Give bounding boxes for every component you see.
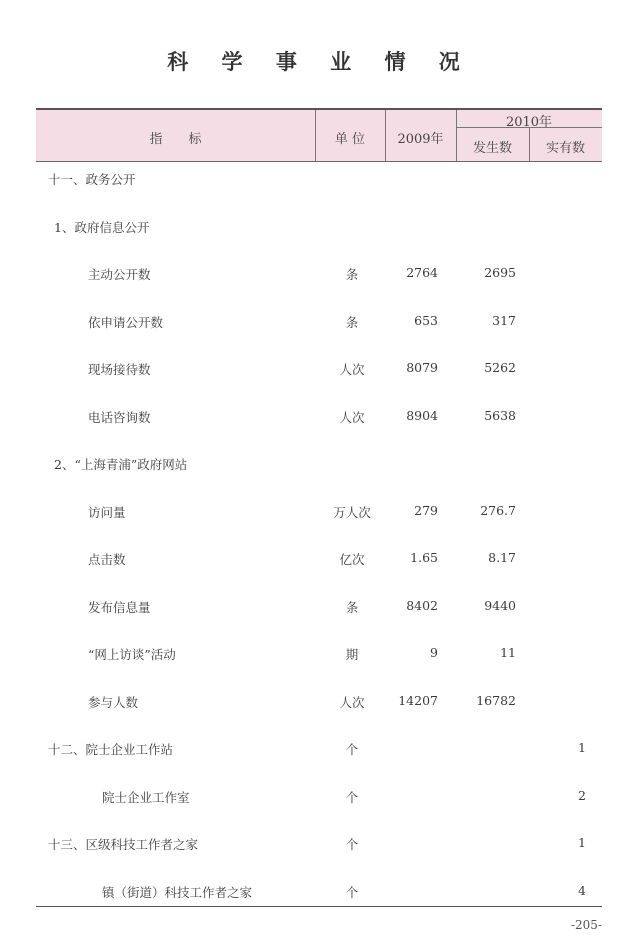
table-row: [36, 400, 602, 448]
header-unit: 单 位: [334, 132, 366, 147]
row-label: 院士企业工作室: [102, 789, 190, 805]
row-2010-actual: 4: [578, 882, 586, 898]
table-row: [36, 732, 602, 780]
row-2009-value: 9: [430, 645, 438, 660]
header-indicator: 指 标: [149, 132, 202, 147]
row-2009-value: 2764: [406, 265, 438, 280]
row-label: 发布信息量: [88, 599, 151, 615]
row-unit: 期: [345, 647, 359, 662]
row-label: 镇（街道）科技工作者之家: [102, 884, 253, 900]
row-label: 十一、政务公开: [48, 172, 136, 187]
row-2009-value: 8904: [406, 407, 438, 423]
row-unit: 人次: [339, 362, 365, 377]
row-unit: 人次: [339, 409, 365, 425]
row-2010-actual: 2: [578, 787, 586, 803]
row-label: 电话咨询数: [88, 409, 151, 425]
page-title: 科 学 事 业 情 况: [167, 49, 473, 74]
row-2010-occurred: 5638: [484, 407, 516, 423]
row-2010-occurred: 16782: [476, 692, 516, 708]
table-row: [36, 210, 602, 258]
header-2009: 2009年: [397, 132, 444, 147]
row-label: 点击数: [88, 552, 126, 567]
table-row: [36, 542, 602, 590]
row-label: 十二、院士企业工作站: [48, 742, 174, 757]
table-body: [36, 162, 602, 922]
row-unit: 条: [345, 267, 359, 282]
row-2010-occurred: 5262: [484, 360, 516, 375]
row-2009-value: 279: [414, 502, 438, 518]
row-unit: 个: [345, 837, 359, 852]
table-header: [36, 110, 602, 162]
row-label: 主动公开数: [88, 267, 151, 282]
row-label: “网上访谈”活动: [88, 647, 176, 662]
row-2009-value: 1.65: [410, 550, 438, 565]
table-row: [36, 447, 602, 495]
row-label: 1、政府信息公开: [54, 219, 150, 235]
row-unit: 条: [345, 314, 359, 330]
header-2010: 2010年: [505, 115, 553, 130]
row-unit: 个: [345, 742, 359, 757]
row-2010-occurred: 2695: [484, 265, 516, 280]
row-2010-occurred: 317: [492, 312, 516, 328]
table-row: [36, 257, 602, 305]
row-unit: 个: [345, 789, 359, 805]
statistics-table: [36, 108, 602, 922]
row-2009-value: 653: [414, 312, 438, 328]
row-2010-actual: 1: [578, 835, 586, 850]
row-unit: 亿次: [339, 552, 365, 567]
table-row: [36, 685, 602, 733]
table-row: [36, 352, 602, 400]
row-label: 依申请公开数: [88, 314, 164, 330]
row-label: 2、“上海青浦”政府网站: [54, 457, 188, 472]
table-bottom-rule: [36, 906, 602, 907]
table-row: [36, 827, 602, 875]
row-2009-value: 8079: [406, 360, 438, 375]
table-row: [36, 590, 602, 638]
table-row: [36, 637, 602, 685]
table-row: [36, 495, 602, 543]
table-row: [36, 875, 602, 923]
row-unit: 万人次: [333, 504, 371, 520]
header-actual: 实有数: [545, 141, 585, 156]
table-row: [36, 305, 602, 353]
row-label: 访问量: [88, 504, 126, 520]
row-label: 十三、区级科技工作者之家: [48, 837, 199, 852]
row-2010-occurred: 276.7: [480, 502, 516, 518]
row-2010-occurred: 8.17: [488, 550, 516, 565]
row-label: 现场接待数: [88, 362, 151, 377]
table-row: [36, 162, 602, 210]
row-label: 参与人数: [88, 694, 139, 710]
row-unit: 个: [345, 884, 359, 900]
row-2010-occurred: 11: [500, 645, 516, 660]
header-occurred: 发生数: [472, 141, 512, 156]
table-row: [36, 780, 602, 828]
page-number: -205-: [570, 918, 602, 932]
row-2010-actual: 1: [578, 740, 586, 755]
row-2009-value: 8402: [406, 597, 438, 613]
row-2009-value: 14207: [398, 692, 438, 708]
row-2010-occurred: 9440: [484, 597, 516, 613]
row-unit: 条: [345, 599, 359, 615]
row-unit: 人次: [339, 694, 365, 710]
